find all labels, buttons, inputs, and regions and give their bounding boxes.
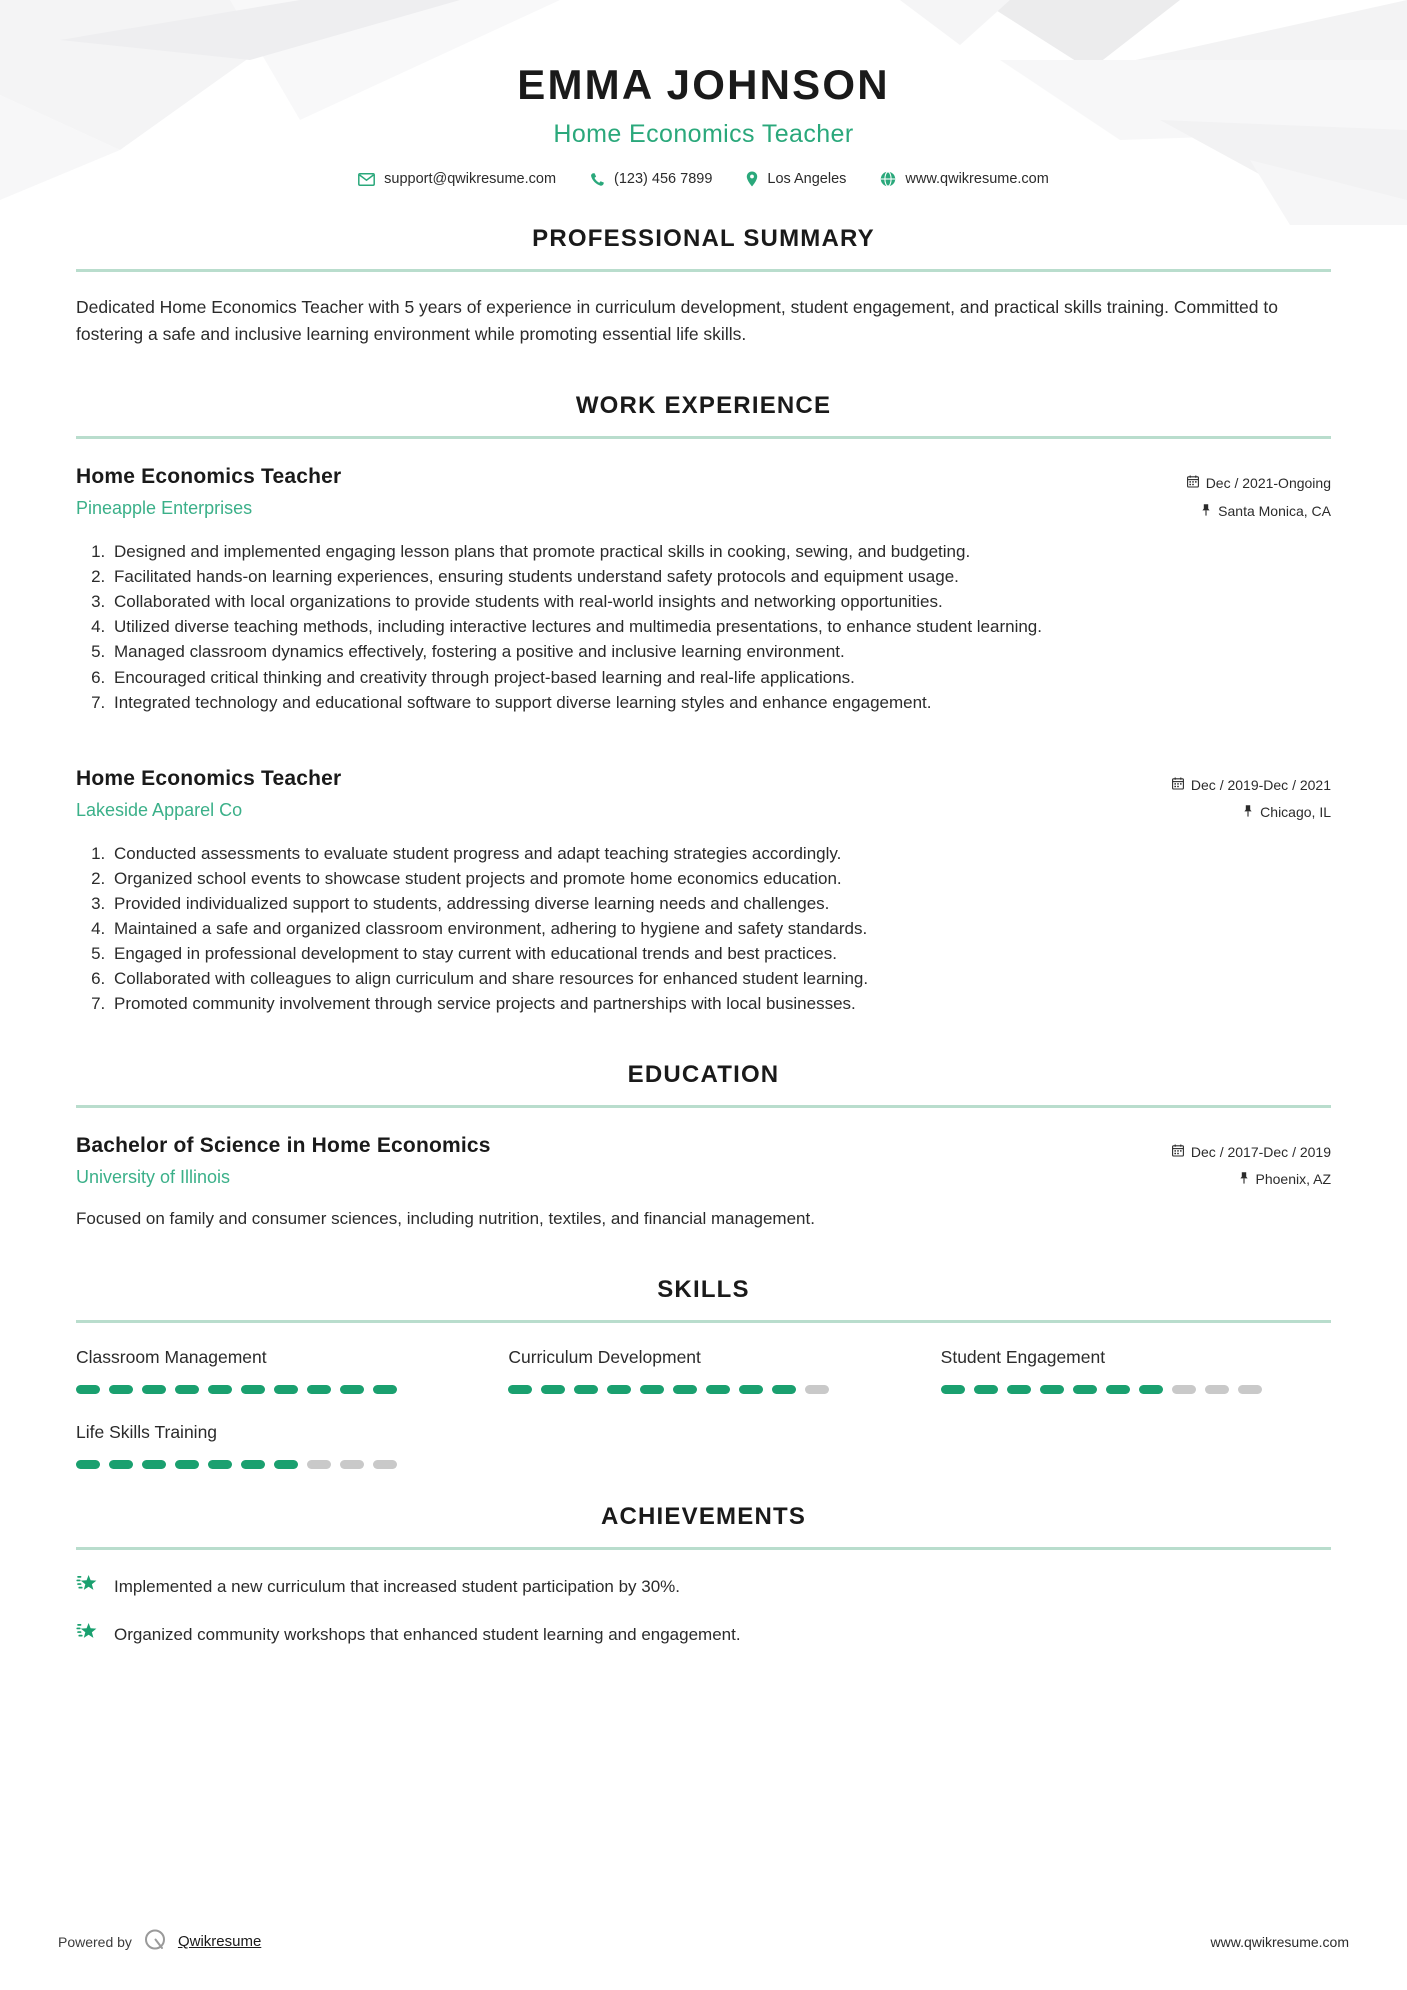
section-title-skills: SKILLS [657, 1275, 750, 1303]
contact-website-text: www.qwikresume.com [905, 171, 1049, 188]
skill-segment [974, 1385, 998, 1394]
work-role: Home Economics Teacher [76, 465, 342, 489]
skill-segment [142, 1385, 166, 1394]
footer-powered-by [58, 1927, 261, 1956]
achievement-item [76, 1574, 1331, 1601]
skill-segment [1205, 1385, 1229, 1394]
work-entry-meta [1172, 767, 1331, 827]
section-work-experience [0, 392, 1407, 1016]
work-bullet: 6. Collaborated with colleagues to align curriculum and share resources for enhanced student learning. [110, 966, 1331, 991]
skill-segment [76, 1460, 100, 1469]
section-skills [0, 1276, 1407, 1469]
work-organization: Lakeside Apparel Co [76, 799, 243, 820]
education-entry-meta [1172, 1134, 1331, 1194]
work-location-line [1172, 799, 1331, 826]
work-bullet: 4. Utilized diverse teaching methods, including interactive lectures and multimedia presentations, to enhance student learning. [110, 614, 1331, 639]
section-achievements [0, 1503, 1407, 1649]
work-organization: Pineapple Enterprises [76, 498, 253, 519]
skill-segment [241, 1385, 265, 1394]
skill-segment [508, 1385, 532, 1394]
contact-email[interactable] [341, 171, 573, 187]
map-pin-icon [1243, 799, 1253, 826]
map-pin-icon [1239, 1166, 1249, 1193]
work-bullet: 3. Provided individualized support to students, addressing diverse learning needs and challenges. [110, 891, 1331, 916]
section-education [0, 1061, 1407, 1232]
contact-email-text: support@qwikresume.com [384, 171, 557, 188]
section-divider [76, 1547, 1331, 1550]
section-divider [76, 1105, 1331, 1108]
calendar-icon [1172, 772, 1184, 799]
skill-segment [76, 1385, 100, 1394]
location-pin-icon [746, 171, 758, 187]
skill-segment [1172, 1385, 1196, 1394]
section-title-work: WORK EXPERIENCE [575, 392, 832, 420]
skill-segment [1040, 1385, 1064, 1394]
skill-rating-bar [941, 1385, 1331, 1394]
skill-segment [109, 1385, 133, 1394]
skill-segment [1073, 1385, 1097, 1394]
work-entry [76, 767, 1331, 1017]
education-description: Focused on family and consumer sciences, including nutrition, textiles, and financial management. [76, 1209, 815, 1229]
skill-segment [373, 1385, 397, 1394]
skill-segment [1139, 1385, 1163, 1394]
qwikresume-logo-icon [142, 1927, 168, 1956]
skill-segment [340, 1460, 364, 1469]
star-badge-icon [76, 1574, 98, 1601]
work-location: Chicago, IL [1260, 804, 1331, 821]
calendar-icon [1172, 1139, 1184, 1166]
work-bullet-list [76, 539, 1331, 715]
skill-segment [1106, 1385, 1130, 1394]
skill-item [76, 1422, 466, 1469]
work-entry [76, 465, 1331, 715]
email-icon [358, 173, 375, 186]
work-bullet: 2. Organized school events to showcase student projects and promote home economics education. [110, 866, 1331, 891]
skill-segment [142, 1460, 166, 1469]
skills-grid [76, 1347, 1331, 1469]
footer-brand-link[interactable]: Qwikresume [177, 1933, 262, 1950]
skill-segment [208, 1460, 232, 1469]
work-bullet: 5. Managed classroom dynamics effectively, fostering a positive and inclusive learning environment. [110, 639, 1331, 664]
skill-segment [307, 1385, 331, 1394]
section-title-education: EDUCATION [627, 1060, 780, 1088]
skill-label: Student Engagement [940, 1346, 1106, 1367]
page-title: EMMA JOHNSON [517, 61, 890, 108]
contact-location[interactable] [729, 171, 863, 187]
achievement-item [76, 1622, 1331, 1649]
work-entry-header [76, 465, 1331, 525]
education-dates: Dec / 2017-Dec / 2019 [1190, 1143, 1331, 1160]
skill-segment [274, 1385, 298, 1394]
work-bullet: 6. Encouraged critical thinking and creativity through project-based learning and real-life applications. [110, 665, 1331, 690]
work-location: Santa Monica, CA [1218, 502, 1331, 519]
section-professional-summary [0, 225, 1407, 348]
skill-segment [175, 1385, 199, 1394]
work-role: Home Economics Teacher [76, 766, 342, 790]
education-dates-line [1172, 1139, 1331, 1166]
work-dates-line [1172, 772, 1331, 799]
skill-segment [941, 1385, 965, 1394]
skill-item [76, 1347, 466, 1394]
contact-row [0, 171, 1407, 187]
skill-rating-bar [508, 1385, 898, 1394]
skill-segment [772, 1385, 796, 1394]
work-entry-meta [1187, 465, 1331, 525]
education-degree: Bachelor of Science in Home Economics [76, 1133, 491, 1157]
work-dates: Dec / 2021-Ongoing [1205, 475, 1331, 492]
section-divider [76, 436, 1331, 439]
skill-item [941, 1347, 1331, 1394]
skill-segment [109, 1460, 133, 1469]
section-divider [76, 1320, 1331, 1323]
skill-segment [175, 1460, 199, 1469]
skill-segment [739, 1385, 763, 1394]
contact-phone-text: (123) 456 7899 [614, 171, 713, 188]
education-location: Phoenix, AZ [1255, 1170, 1331, 1187]
section-title-achievements: ACHIEVEMENTS [600, 1502, 807, 1530]
work-entry-header [76, 767, 1331, 827]
skill-label: Curriculum Development [508, 1346, 701, 1367]
skill-segment [574, 1385, 598, 1394]
work-bullet: 3. Collaborated with local organizations to provide students with real-world insights and networking opportunities. [110, 589, 1331, 614]
skill-segment [1238, 1385, 1262, 1394]
resume-header [0, 0, 1407, 225]
footer-powered-by-label: Powered by [58, 1933, 132, 1950]
work-bullet: 7. Integrated technology and educational software to support diverse learning styles and enhance engagement. [110, 690, 1331, 715]
globe-icon [880, 171, 896, 187]
skill-segment [541, 1385, 565, 1394]
education-location-line [1172, 1166, 1331, 1193]
skill-segment [805, 1385, 829, 1394]
education-entry-header [76, 1134, 1331, 1194]
star-badge-icon [76, 1622, 98, 1649]
summary-text: Dedicated Home Economics Teacher with 5 years of experience in curriculum development, student engagement, and practical skills training. Committed to fostering a safe and inclusive learning environment while promoting essential life skills. [76, 297, 1278, 345]
skill-segment [241, 1460, 265, 1469]
work-bullet-list [76, 841, 1331, 1017]
contact-location-text: Los Angeles [767, 171, 847, 188]
work-bullet: 1. Designed and implemented engaging lesson plans that promote practical skills in cooking, sewing, and budgeting. [110, 539, 1331, 564]
contact-phone[interactable] [573, 171, 729, 187]
skill-segment [673, 1385, 697, 1394]
achievement-text: Implemented a new curriculum that increased student participation by 30%. [114, 1576, 681, 1596]
page-footer [0, 1927, 1407, 1956]
work-location-line [1187, 498, 1331, 525]
section-title-summary: PROFESSIONAL SUMMARY [532, 225, 875, 252]
skill-label: Life Skills Training [76, 1421, 218, 1442]
skill-rating-bar [76, 1460, 466, 1469]
job-title: Home Economics Teacher [553, 120, 854, 149]
skill-rating-bar [76, 1385, 466, 1394]
achievement-text: Organized community workshops that enhanced student learning and engagement. [114, 1624, 741, 1644]
skill-segment [640, 1385, 664, 1394]
work-bullet: 5. Engaged in professional development to stay current with educational trends and best practices. [110, 941, 1331, 966]
section-divider [76, 269, 1331, 272]
skill-segment [706, 1385, 730, 1394]
skill-segment [208, 1385, 232, 1394]
phone-icon [590, 172, 605, 187]
work-bullet: 4. Maintained a safe and organized classroom environment, adhering to hygiene and safety standards. [110, 916, 1331, 941]
skill-segment [307, 1460, 331, 1469]
skill-segment [1007, 1385, 1031, 1394]
calendar-icon [1187, 470, 1199, 497]
footer-website[interactable]: www.qwikresume.com [1210, 1933, 1349, 1950]
skill-label: Classroom Management [76, 1346, 267, 1367]
skill-segment [607, 1385, 631, 1394]
achievements-list [76, 1574, 1331, 1649]
skill-segment [274, 1460, 298, 1469]
work-bullet: 1. Conducted assessments to evaluate student progress and adapt teaching strategies accordingly. [110, 841, 1331, 866]
education-institution: University of Illinois [76, 1166, 231, 1187]
work-bullet: 2. Facilitated hands-on learning experiences, ensuring students understand safety protocols and equipment usage. [110, 564, 1331, 589]
work-bullet: 7. Promoted community involvement through service projects and partnerships with local businesses. [110, 991, 1331, 1016]
skill-segment [373, 1460, 397, 1469]
education-entry [76, 1134, 1331, 1232]
skill-item [508, 1347, 898, 1394]
contact-website[interactable] [863, 171, 1065, 187]
map-pin-icon [1201, 498, 1211, 525]
work-dates-line [1187, 470, 1331, 497]
skill-segment [340, 1385, 364, 1394]
work-dates: Dec / 2019-Dec / 2021 [1190, 776, 1331, 793]
